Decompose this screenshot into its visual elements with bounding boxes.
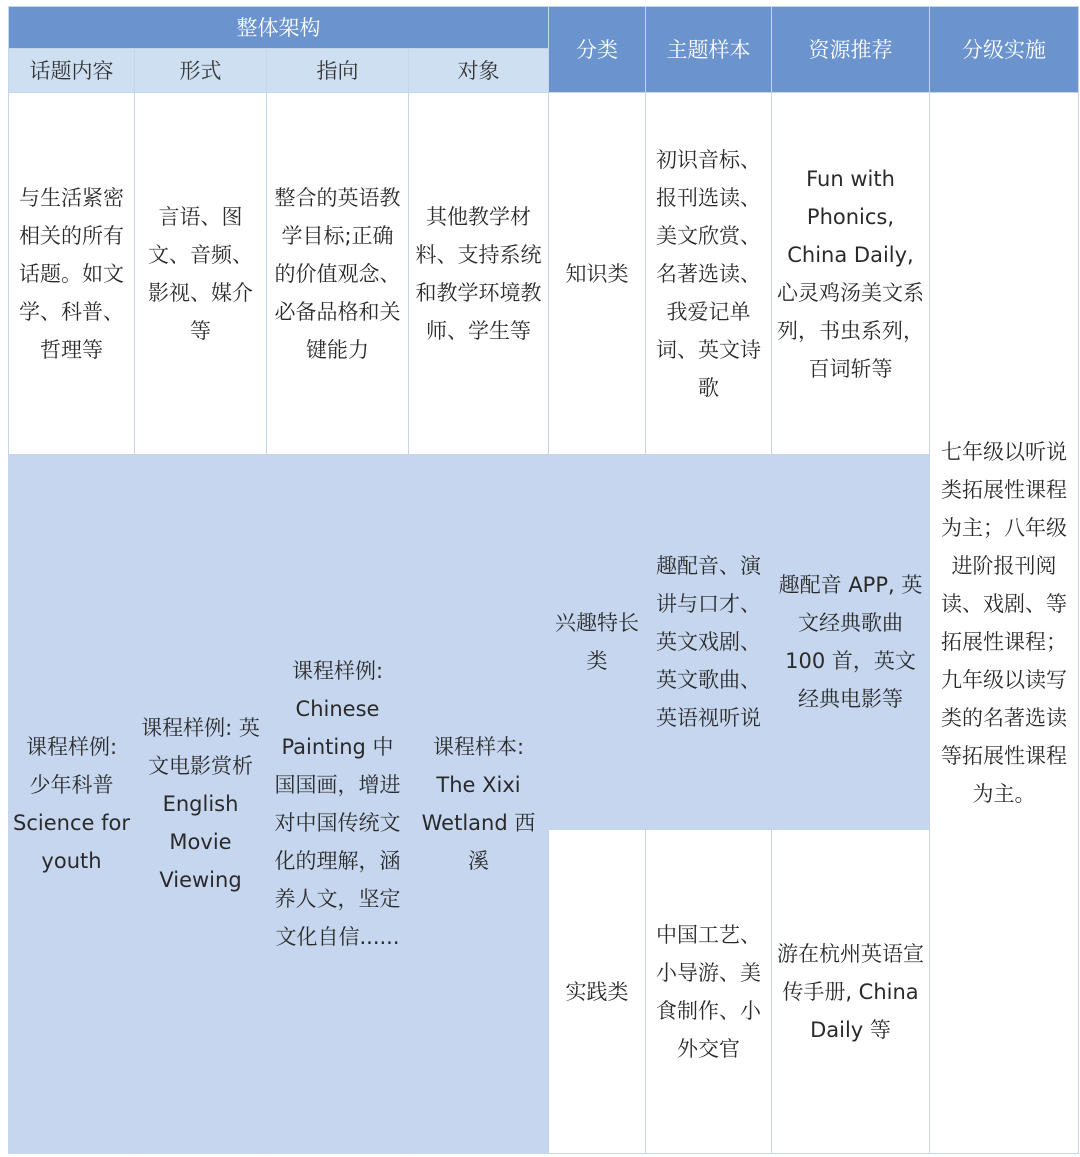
header-topic-content: 话题内容: [9, 49, 135, 93]
header-resource: 资源推荐: [772, 7, 930, 93]
row2-target: 课程样本: The Xixi Wetland 西溪: [409, 455, 549, 1154]
header-form: 形式: [135, 49, 267, 93]
row2-form: 课程样例: 英文电影赏析 English Movie Viewing: [135, 455, 267, 1154]
row1-orientation: 整合的英语教学目标;正确的价值观念、必备品格和关键能力: [267, 93, 409, 455]
header-orientation: 指向: [267, 49, 409, 93]
row3-category: 实践类: [549, 830, 646, 1154]
row1-category: 知识类: [549, 93, 646, 455]
graded-impl-text: 七年级以听说类拓展性课程为主；八年级进阶报刊阅读、戏剧、等拓展性课程；九年级以读写类的名著选读等拓展性课程为主。: [930, 93, 1079, 1154]
row3-resource: 游在杭州英语宣传手册, China Daily 等: [772, 830, 930, 1154]
row1-target: 其他教学材料、支持系统和教学环境教师、学生等: [409, 93, 549, 455]
row3-theme-sample: 中国工艺、小导游、美食制作、小外交官: [646, 830, 772, 1154]
header-graded-impl: 分级实施: [930, 7, 1079, 93]
row1-form: 言语、图文、音频、影视、媒介等: [135, 93, 267, 455]
row1-theme-sample: 初识音标、报刊选读、美文欣赏、名著选读、我爱记单词、英文诗歌: [646, 93, 772, 455]
header-group-title: 整体架构: [9, 7, 549, 49]
curriculum-table: [8, 6, 1079, 1154]
row2-topic-content: 课程样例: 少年科普 Science for youth: [9, 455, 135, 1154]
row2-category: 兴趣特长类: [549, 455, 646, 830]
header-target: 对象: [409, 49, 549, 93]
row2-theme-sample: 趣配音、演讲与口才、英文戏剧、英文歌曲、英语视听说: [646, 455, 772, 830]
row1-topic-content: 与生活紧密相关的所有话题。如文学、科普、哲理等: [9, 93, 135, 455]
row2-orientation: 课程样例: Chinese Painting 中国国画，增进对中国传统文化的理解，涵养人文，坚定文化自信......: [267, 455, 409, 1154]
row2-resource: 趣配音 APP, 英文经典歌曲 100 首，英文经典电影等: [772, 455, 930, 830]
row1-resource: Fun with Phonics, China Daily, 心灵鸡汤美文系列，书虫系列，百词斩等: [772, 93, 930, 455]
header-category: 分类: [549, 7, 646, 93]
header-theme-sample: 主题样本: [646, 7, 772, 93]
